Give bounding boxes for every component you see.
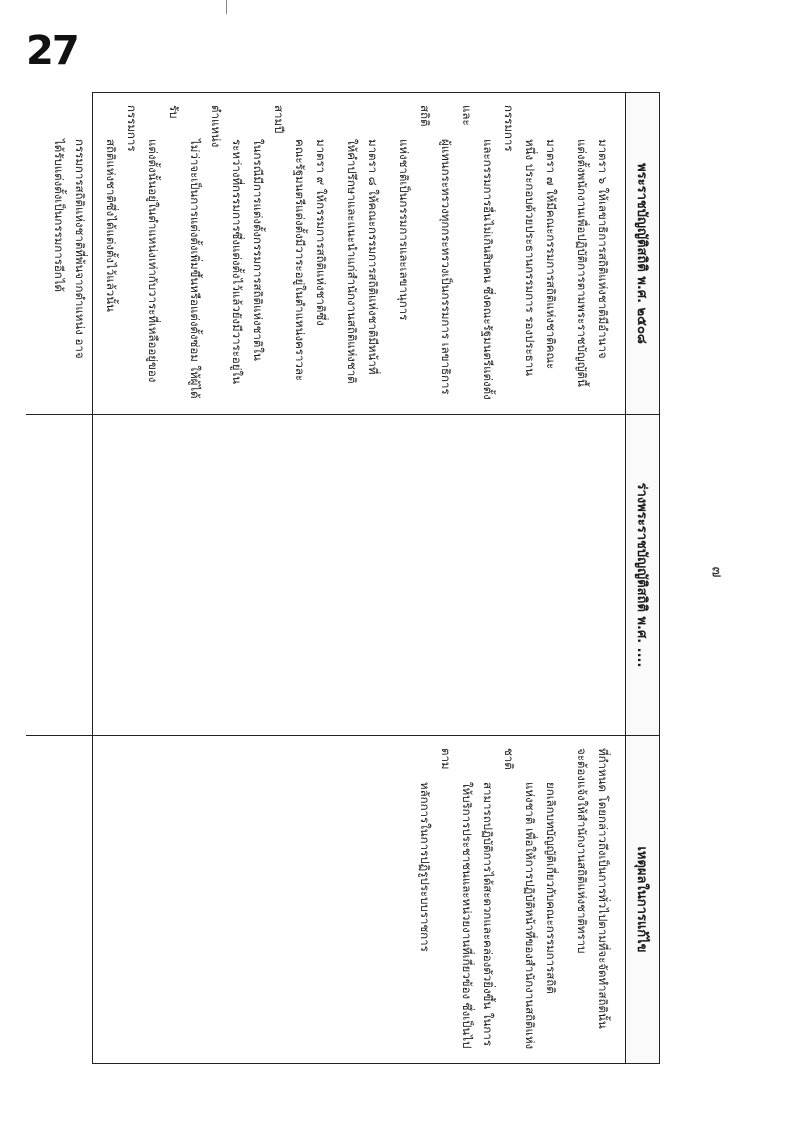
text-line: ให้บริการประชาชนและหน่วยงานที่เกี่ยวข้อง ซึ่งเป็นไปตาม	[439, 748, 474, 1049]
comparison-table	[52, 92, 660, 1064]
header-draft-act: ร่างพระราชบัญญัติสถิติ พ.ศ. ....	[625, 415, 659, 736]
text-line: ไม่ว่าจะเป็นการแต่งตั้งเพิ่มขึ้นหรือแต่งตั้งซ่อม ให้ผู้ได้รับ	[167, 105, 202, 399]
scan-mark	[226, 0, 227, 14]
text-line: แห่งชาติเป็นกรรมการและเลขานุการ	[397, 139, 411, 321]
paragraph	[414, 748, 561, 1051]
text-line: สามารถปฏิบัติการได้สะดวกและคล่องตัวยิ่งขึ้น ในการ	[481, 782, 495, 1047]
text-line: ให้คำปรึกษาและแนะนำแก่สำนักงานสถิติแห่งชาติ	[345, 139, 359, 384]
text-line: ได้รับแต่งตั้งเป็นกรรมการอีกได้	[52, 139, 66, 293]
text-line: แต่งตั้งนั้นอยู่ในตำแหน่งเท่ากับวาระที่เหลืออยู่ของกรรมการ	[125, 105, 160, 383]
text-line: จะต้องแจ้งให้สำนักงานสถิติแห่งชาติทราบ	[575, 748, 589, 954]
text-line: มาตรา ๖ ให้เลขาธิการสถิติแห่งชาติมีอำนาจ	[596, 139, 610, 359]
text-line: มาตรา ๗ ให้มีคณะกรรมการสถิติแห่งชาติคณะ	[544, 139, 558, 370]
text-line: สถิติแห่งชาติซึ่งได้แต่งตั้งไว้แล้วนั้น	[104, 139, 118, 312]
text-line: แต่งตั้งพนักงานเพื่อปฏิบัติการตามพระราชบัญญัตินี้	[575, 139, 589, 387]
paragraph	[571, 748, 613, 1051]
draft-act-column	[26, 415, 625, 736]
paragraph	[48, 105, 90, 402]
text-line: ในกรณีมีการแต่งตั้งกรรมการสถิติแห่งชาติใน	[251, 139, 265, 361]
text-line: หนึ่ง ประกอบด้วยประธานกรรมการ รองประธานกรรมการ	[502, 105, 537, 377]
text-line: ที่กำหนด โดยกล่าวถึงเป็นการทั่วไปตามที่จะจัดทำสถิตินั้น	[596, 748, 610, 1029]
text-line: แห่งชาติ เพื่อให้การปฏิบัติหน้าที่ของสำนักงานสถิติแห่งชาติ	[502, 748, 537, 1050]
text-line: ระหว่างที่กรรมการซึ่งแต่งตั้งไว้แล้วยังมีวาระอยู่ในตำแหน่ง	[209, 105, 244, 385]
text-line: และกรรมการอื่นไม่เกินสิบคน ซึ่งคณะรัฐมนตรีแต่งตั้ง และ	[460, 105, 495, 400]
current-act-column	[26, 93, 625, 415]
text-line: คณะรัฐมนตรีแต่งตั้งมีวาระอยู่ในตำแหน่งคราวละสามปี	[272, 105, 307, 382]
paragraph	[571, 105, 613, 402]
text-line: ผู้แทนกระทรวงทุกกระทรวงเป็นกรรมการ เลขาธิการสถิติ	[418, 105, 453, 395]
paragraph	[100, 105, 331, 402]
page-number: ๗	[708, 566, 727, 578]
paragraph	[393, 105, 561, 402]
header-reason: เหตุผลในการแก้ไข	[625, 736, 659, 1063]
handwritten-page-mark: 27	[26, 28, 78, 74]
reason-column	[26, 736, 625, 1063]
text-line: กรรมการสถิติแห่งชาติที่พ้นจากตำแหน่ง อาจ	[73, 139, 87, 359]
text-line: ยกเลิกบทบัญญัติเกี่ยวกับคณะกรรมการสถิติ	[544, 782, 558, 994]
header-current-act: พระราชบัญญัติสถิติ พ.ศ. ๒๕๐๘	[625, 93, 659, 415]
paragraph	[341, 105, 383, 402]
comparison-table-sheet	[52, 92, 660, 1064]
text-line: มาตรา ๙ ให้กรรมการสถิติแห่งชาติซึ่ง	[314, 139, 328, 326]
text-line: หลักการในการปฏิรูประบบราชการ	[418, 782, 432, 952]
text-line: มาตรา ๘ ให้คณะกรรมการสถิติแห่งชาติมีหน้าที่	[366, 139, 380, 375]
